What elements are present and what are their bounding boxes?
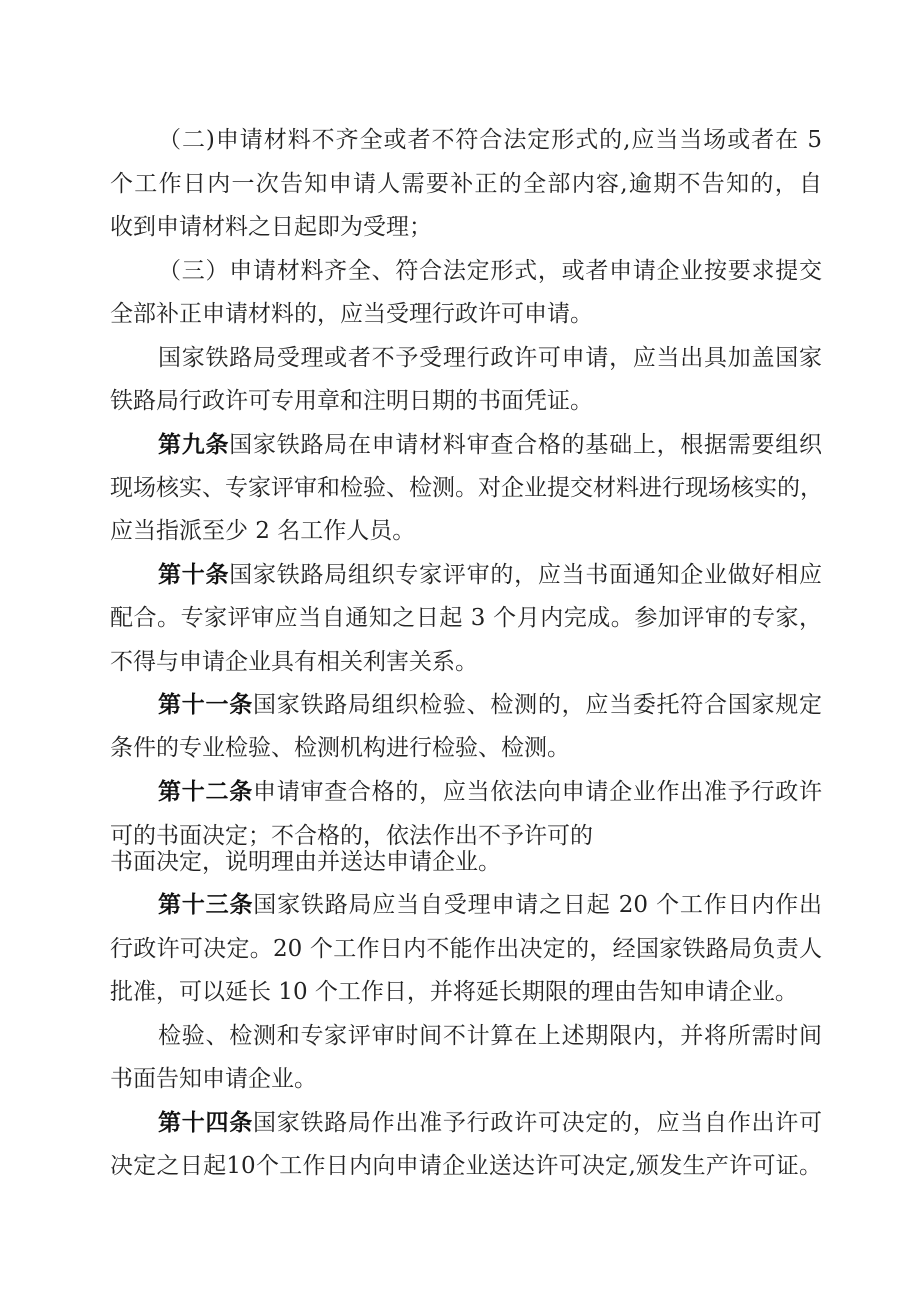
text-line [110, 735, 822, 761]
article-heading: 第十四条 [158, 1109, 253, 1136]
line-text: 国家铁路局组织检验、检测的，应当委托符合国家规定 [252, 692, 823, 718]
line-text: 检验、检测和专家评审时间不计算在上述期限内，并将所需时间 [158, 1023, 822, 1049]
line-text: 配合。专家评审应当自通知之日起 3 个月内完成。参加评审的专家， [110, 605, 822, 631]
text-line [110, 936, 822, 962]
text-line [110, 301, 822, 327]
line-text: 书面决定，说明理由并送达申请企业。 [110, 849, 501, 875]
text-line [110, 1153, 822, 1179]
line-text: 条件的专业检验、检测机构进行检验、检测。 [110, 735, 570, 761]
line-text: 国家铁路局应当自受理申请之日起 20 个工作日内作出 [253, 892, 823, 918]
article-heading: 第十三条 [158, 891, 254, 918]
text-line [158, 127, 822, 153]
text-line [110, 518, 822, 544]
line-text: 国家铁路局受理或者不予受理行政许可申请，应当出具加盖国家 [158, 345, 822, 371]
text-line [158, 562, 822, 588]
line-text: 应当指派至少 2 名工作人员。 [110, 518, 416, 544]
line-text: （二)申请材料不齐全或者不符合法定形式的,应当当场或者在 5 [158, 127, 822, 153]
line-text: （三）申请材料齐全、符合法定形式，或者申请企业按要求提交 [158, 258, 822, 284]
line-text: 收到申请材料之日起即为受理； [110, 214, 432, 240]
line-text: 现场核实、专家评审和检验、检测。对企业提交材料进行现场核实的， [110, 475, 823, 501]
article-heading: 第十条 [158, 561, 230, 588]
text-line [158, 692, 822, 718]
text-line [110, 388, 822, 414]
line-text: 可的书面决定；不合格的，依法作出不予许可的 [110, 823, 593, 849]
line-text: 决定之日起10个工作日内向申请企业送达许可决定,颁发生产许可证。 [110, 1153, 822, 1179]
text-line [110, 605, 822, 631]
line-text: 全部补正申请材料的，应当受理行政许可申请。 [110, 301, 593, 327]
text-line [110, 649, 822, 675]
text-line [158, 1110, 822, 1136]
text-line [110, 823, 822, 849]
line-text: 国家铁路局作出准予行政许可决定的，应当自作出许可 [252, 1110, 823, 1136]
line-text: 批准，可以延长 10 个工作日，并将延长期限的理由告知申请企业。 [110, 979, 798, 1005]
text-line [158, 432, 822, 458]
line-text: 国家铁路局组织专家评审的，应当书面通知企业做好相应 [229, 562, 823, 588]
line-text: 书面告知申请企业。 [110, 1066, 317, 1092]
article-heading: 第九条 [158, 431, 230, 458]
text-line [110, 171, 822, 197]
text-line [158, 1023, 822, 1049]
text-line [110, 979, 822, 1005]
article-heading: 第十一条 [158, 691, 253, 718]
text-line [110, 1066, 822, 1092]
line-text: 个工作日内一次告知申请人需要补正的全部内容,逾期不告知的，自 [110, 171, 822, 197]
article-heading: 第十二条 [158, 778, 253, 805]
line-text: 行政许可决定。20 个工作日内不能作出决定的，经国家铁路局负责人 [110, 936, 822, 962]
line-text: 不得与申请企业具有相关利害关系。 [110, 649, 478, 675]
text-line [158, 258, 822, 284]
text-line [158, 779, 822, 805]
text-line [158, 892, 822, 918]
text-line [110, 214, 822, 240]
line-text: 铁路局行政许可专用章和注明日期的书面凭证。 [110, 388, 593, 414]
line-text: 申请审查合格的，应当依法向申请企业作出准予行政许 [252, 779, 823, 805]
text-line [158, 345, 822, 371]
text-line [110, 849, 822, 875]
text-line [110, 475, 822, 501]
line-text: 国家铁路局在申请材料审查合格的基础上，根据需要组织 [229, 432, 823, 458]
